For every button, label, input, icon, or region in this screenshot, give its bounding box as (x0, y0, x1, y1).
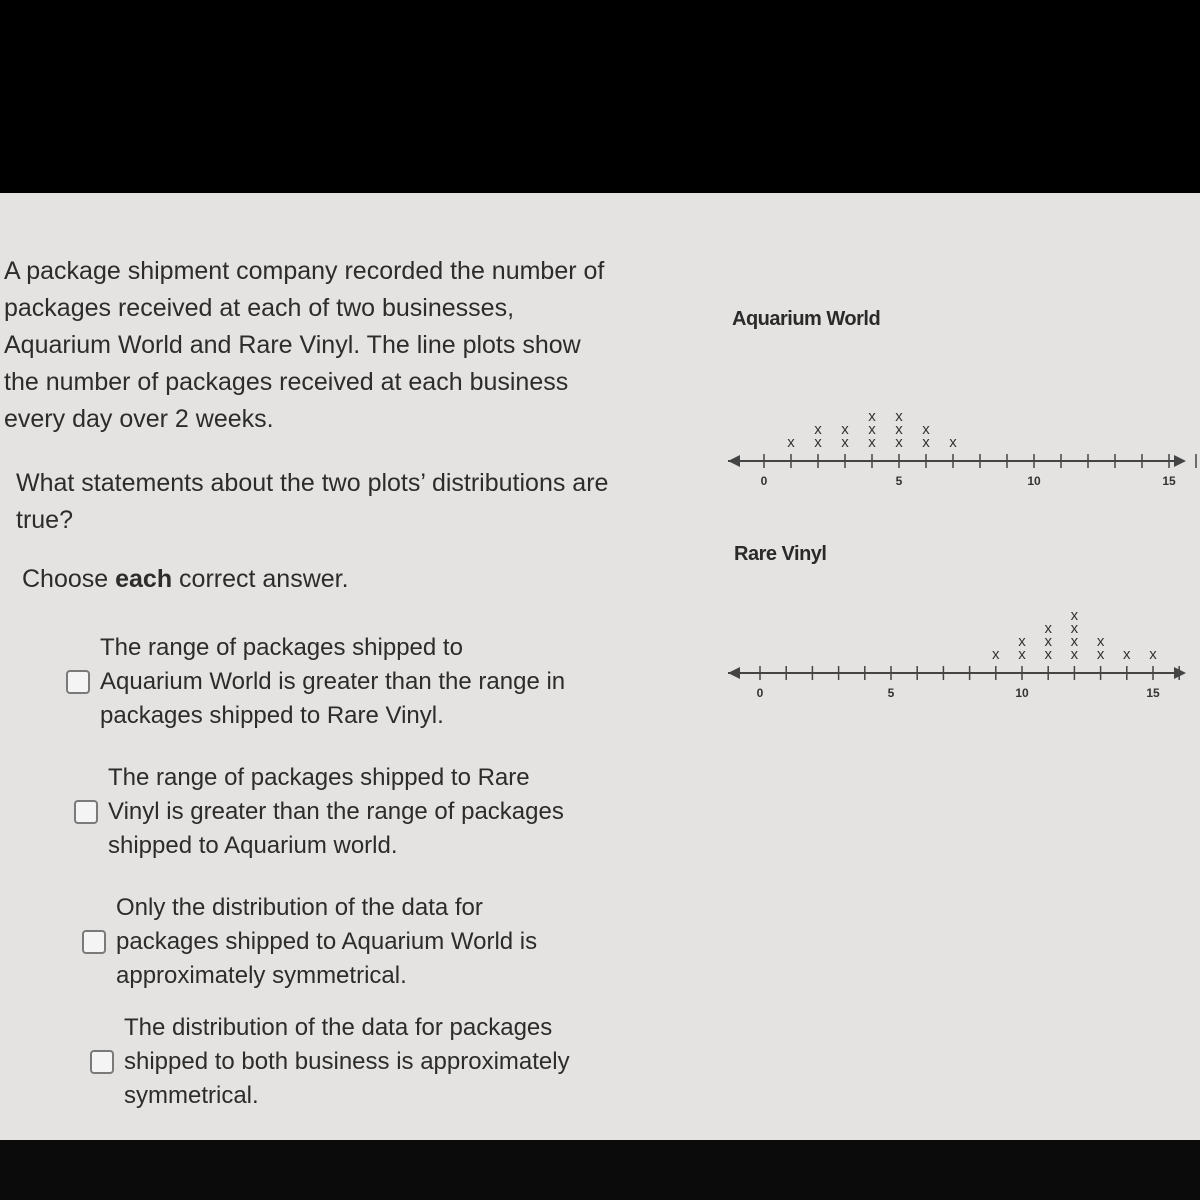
question-line: packages received at each of two businesses, (4, 294, 515, 322)
instruction-post: correct answer. (172, 565, 349, 593)
tick-label: 5 (895, 474, 903, 488)
data-point-mark: x (868, 408, 876, 425)
option-line: Only the distribution of the data for (116, 894, 483, 921)
data-point-mark: x (841, 421, 849, 438)
checkbox-option-2[interactable] (74, 800, 98, 824)
prompt-line: true? (16, 506, 73, 534)
answer-option-2[interactable] (74, 761, 618, 863)
option-line: The range of packages shipped to Rare (108, 764, 530, 791)
data-point-mark: x (1044, 646, 1052, 663)
question-prompt (16, 465, 676, 539)
tick-label: 10 (1015, 686, 1029, 700)
data-point-mark: x (1018, 646, 1026, 663)
tick-label: 15 (1162, 474, 1176, 488)
tick-label: 15 (1146, 686, 1160, 700)
option-label (124, 1011, 634, 1113)
data-point-mark: x (868, 421, 876, 438)
quiz-screen (0, 193, 1200, 1140)
data-point-mark: x (1070, 633, 1079, 650)
data-point-mark: x (922, 434, 930, 451)
data-point-mark: x (868, 434, 876, 451)
checkbox-option-1[interactable] (66, 670, 90, 694)
question-line: the number of packages received at each business (4, 368, 569, 396)
data-point-mark: x (1044, 620, 1052, 637)
option-line: packages shipped to Rare Vinyl. (100, 702, 444, 729)
instruction-text (22, 565, 349, 594)
option-label (116, 891, 626, 993)
option-label (100, 631, 610, 733)
question-line: every day over 2 weeks. (4, 405, 274, 433)
option-line: symmetrical. (124, 1082, 259, 1109)
axis-arrow-right (1174, 455, 1186, 467)
option-line: The range of packages shipped to (100, 634, 463, 661)
tick-label: 0 (760, 474, 768, 488)
option-line: Vinyl is greater than the range of packages (108, 798, 564, 825)
chart-title-rare-vinyl: Rare Vinyl (734, 543, 827, 565)
chart-title-aquarium-world: Aquarium World (732, 308, 881, 330)
tick-label: 5 (887, 686, 895, 700)
data-point-mark: x (1044, 633, 1052, 650)
axis-arrow-left (728, 667, 740, 679)
data-point-mark: x (1070, 607, 1079, 624)
data-point-mark: x (895, 421, 903, 438)
answer-option-4[interactable] (90, 1011, 634, 1113)
axis-arrow-left (728, 455, 740, 467)
checkbox-option-4[interactable] (90, 1050, 114, 1074)
data-point-mark: x (1070, 646, 1079, 663)
question-line: Aquarium World and Rare Vinyl. The line plots show (4, 331, 581, 359)
prompt-line: What statements about the two plots’ distributions are (16, 469, 609, 497)
data-point-mark: x (787, 434, 795, 451)
data-point-mark: x (1096, 646, 1105, 663)
answer-option-1[interactable] (66, 631, 610, 733)
data-point-mark: x (814, 434, 822, 451)
option-line: shipped to both business is approximately (124, 1048, 570, 1075)
instruction-bold: each (115, 565, 173, 593)
tick-label: 10 (1027, 474, 1041, 488)
instruction-pre: Choose (22, 565, 116, 593)
data-point-mark: x (814, 421, 822, 438)
data-point-mark: x (895, 434, 903, 451)
data-point-mark: x (1096, 633, 1105, 650)
screen-bezel (0, 1140, 1200, 1200)
answer-option-3[interactable] (82, 891, 626, 993)
checkbox-option-3[interactable] (82, 930, 106, 954)
option-line: Aquarium World is greater than the range in (100, 668, 566, 695)
question-text (4, 253, 684, 438)
option-line: approximately symmetrical. (116, 962, 407, 989)
axis-arrow-right (1174, 667, 1186, 679)
data-point-mark: x (1123, 646, 1131, 663)
data-point-mark: x (1149, 646, 1157, 663)
data-point-mark: x (1070, 620, 1079, 637)
option-label (108, 761, 618, 863)
data-point-mark: x (895, 408, 903, 425)
aquarium-world-line-plot (720, 363, 1190, 488)
data-point-mark: x (841, 434, 849, 451)
data-point-mark: x (949, 434, 957, 451)
option-line: The distribution of the data for packages (124, 1014, 553, 1041)
rare-vinyl-line-plot (720, 578, 1190, 703)
tick-label: 0 (756, 686, 764, 700)
data-point-mark: x (922, 421, 930, 438)
data-point-mark: x (992, 646, 1000, 663)
option-line: shipped to Aquarium world. (108, 832, 398, 859)
option-line: packages shipped to Aquarium World is (116, 928, 538, 955)
question-line: A package shipment company recorded the number of (4, 257, 605, 285)
data-point-mark: x (1018, 633, 1026, 650)
